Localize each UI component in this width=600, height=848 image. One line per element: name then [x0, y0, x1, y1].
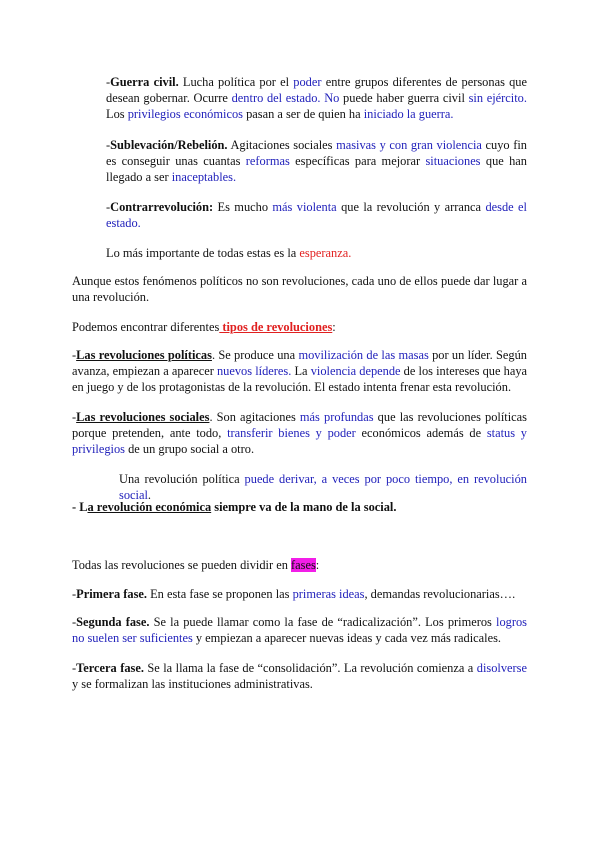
highlight-text: dentro del estado. — [231, 91, 321, 105]
paragraph-revoluciones-politicas: -Las revoluciones políticas. Se produce una movilización de las masas por un líder. Según avanza, empiezan a aparecer nuevos líderes. La violencia depende de los intereses que haya en juego y de los protagonistas de la revolución. El estado intenta frenar esta revolución. — [72, 348, 528, 394]
highlight-text: No — [324, 91, 340, 105]
paragraph-contrarrevolucion: -Contrarrevolución: Es mucho más violenta que la revolución y arranca desde el estado. — [106, 200, 527, 230]
highlight-text: status y privilegios — [72, 426, 527, 456]
highlight-text: sin ejército. — [468, 91, 527, 105]
highlight-text: desde el estado. — [106, 200, 527, 230]
term-tercera-fase: Tercera fase. — [76, 661, 144, 675]
highlight-text: movilización de las masas — [298, 348, 429, 362]
term-guerra-civil: Guerra civil. — [110, 75, 179, 89]
magenta-highlight-text: fases — [291, 558, 316, 572]
highlight-text: privilegios económicos — [127, 107, 243, 121]
paragraph-aunque: Aunque estos fenómenos políticos no son revoluciones, cada uno de ellos puede dar lugar a una revolución. — [72, 274, 527, 304]
heading-tipos-de-revoluciones: tipos de revoluciones — [219, 320, 333, 334]
term-segunda-fase: Segunda fase. — [76, 615, 150, 629]
highlight-text: puede derivar, a veces por poco tiempo, en revolución social — [119, 472, 527, 502]
highlight-text: reformas — [245, 154, 290, 168]
paragraph-fases: Todas las revoluciones se pueden dividir en fases: — [72, 558, 320, 572]
term-sublevacion: Sublevación/Rebelión. — [110, 138, 228, 152]
paragraph-esperanza: Lo más importante de todas estas es la esperanza. — [106, 246, 352, 260]
paragraph-guerra-civil: -Guerra civil. Lucha política por el poder entre grupos diferentes de personas que desean gobernar. Ocurre dentro del estado. No puede haber guerra civil sin ejército. Los privilegios económicos pasan a ser de quien ha iniciado la guerra. — [106, 75, 527, 121]
term-primera-fase: Primera fase. — [76, 587, 148, 601]
highlight-text: más violenta — [272, 200, 337, 214]
highlight-text: poder — [293, 75, 322, 89]
highlight-text: más profundas — [299, 410, 374, 424]
highlight-text: disolverse — [476, 661, 527, 675]
paragraph-revolucion-politica: Una revolución política puede derivar, a veces por poco tiempo, en revolución social. — [119, 472, 527, 502]
paragraph-sublevacion: -Sublevación/Rebelión. Agitaciones sociales masivas y con gran violencia cuyo fin es conseguir unas cuantas reformas específicas para mejorar situaciones que han llegado a ser inaceptables. — [106, 138, 528, 184]
highlight-text: masivas y con gran violencia — [336, 138, 482, 152]
highlight-text: violencia depende — [310, 364, 401, 378]
term-revolucion-economica: a revolución económica — [87, 500, 212, 514]
highlight-text: transferir bienes y poder — [227, 426, 356, 440]
paragraph-segunda-fase: -Segunda fase. Se la puede llamar como la fase de “radicalización”. Los primeros logros no suelen ser suficientes y empiezan a aparecer nuevas ideas y cada vez más radicales. — [72, 615, 528, 645]
term-revoluciones-sociales: Las revoluciones sociales — [76, 410, 210, 424]
paragraph-tipos: Podemos encontrar diferentes tipos de revoluciones: — [72, 320, 336, 334]
paragraph-tercera-fase: -Tercera fase. Se la llama la fase de “consolidación”. La revolución comienza a disolverse y se formalizan las instituciones administrativas. — [72, 661, 527, 691]
paragraph-revoluciones-sociales: -Las revoluciones sociales. Son agitaciones más profundas que las revoluciones políticas porque pretenden, ante todo, transferir bienes y poder económicos además de status y privilegios de un grupo social a otro. — [72, 410, 527, 456]
term-contrarrevolucion: Contrarrevolución: — [110, 200, 214, 214]
highlight-text: inaceptables. — [171, 170, 237, 184]
red-highlight-text: esperanza. — [299, 246, 352, 260]
highlight-text: logros no suelen ser suficientes — [72, 615, 528, 645]
paragraph-revolucion-economica: - La revolución económica siempre va de la mano de la social. — [72, 500, 397, 514]
highlight-text: nuevos líderes. — [216, 364, 292, 378]
term-revoluciones-politicas: Las revoluciones políticas — [76, 348, 212, 362]
highlight-text: situaciones — [425, 154, 481, 168]
paragraph-primera-fase: -Primera fase. En esta fase se proponen las primeras ideas, demandas revolucionarias…. — [72, 587, 516, 601]
highlight-text: primeras ideas — [292, 587, 365, 601]
highlight-text: iniciado la guerra. — [363, 107, 454, 121]
